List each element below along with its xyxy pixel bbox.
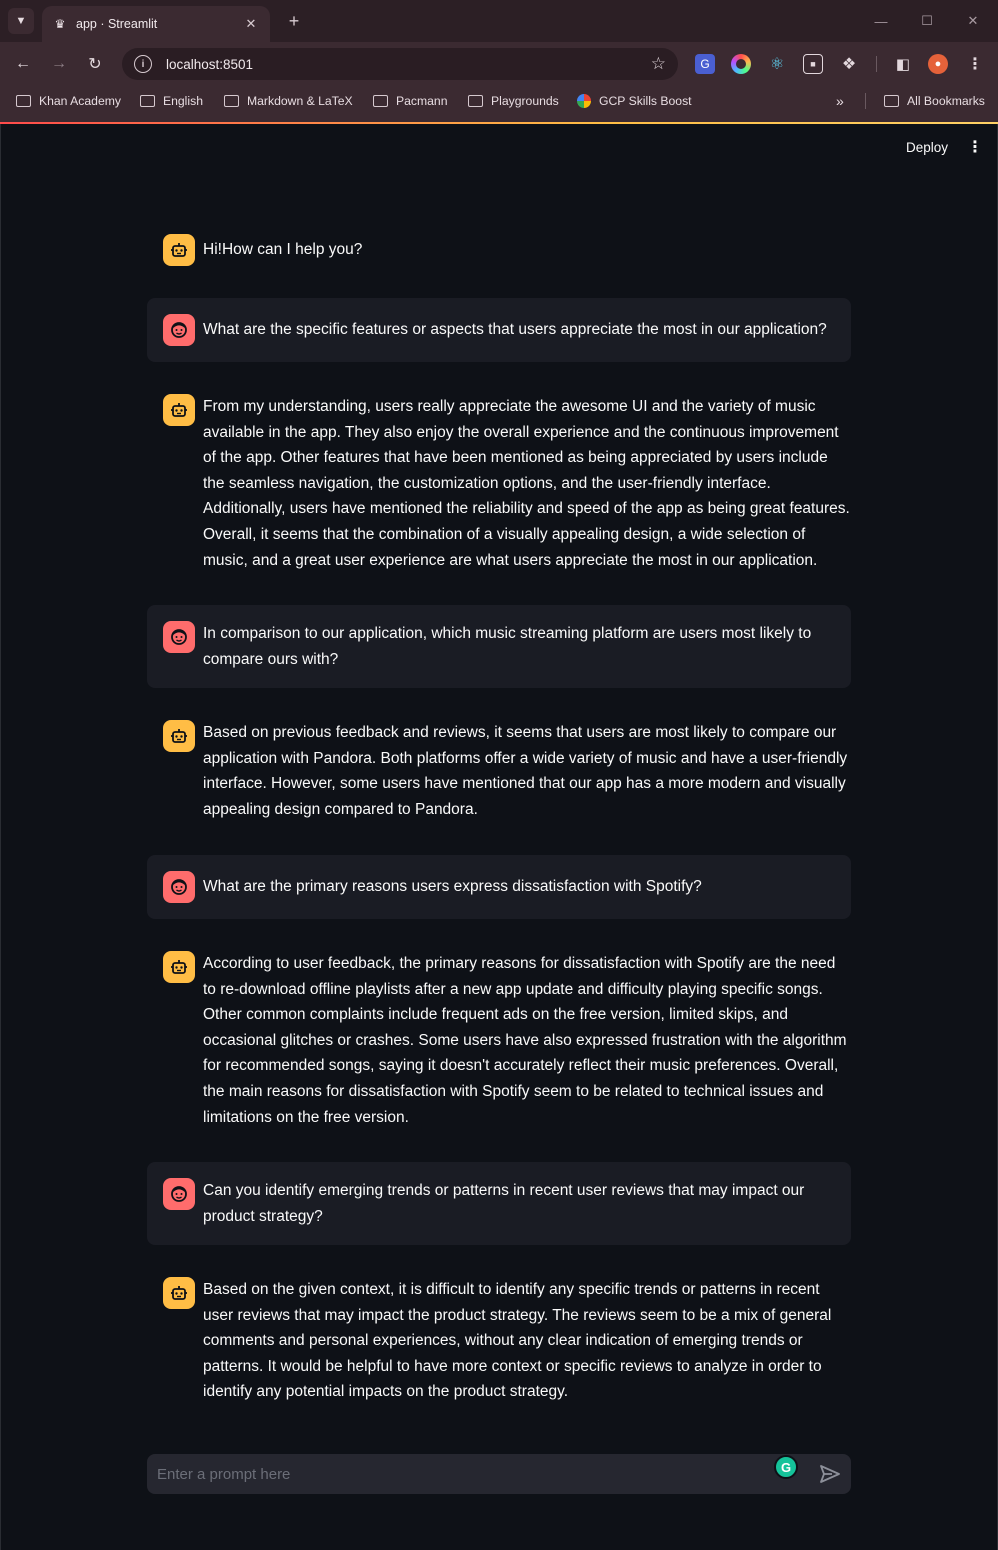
folder-icon bbox=[468, 95, 483, 107]
window-close-button[interactable]: ✕ bbox=[967, 13, 979, 28]
back-button[interactable]: ← bbox=[15, 55, 31, 72]
chat-message-assistant bbox=[147, 226, 851, 274]
user-avatar-icon bbox=[163, 1178, 195, 1210]
message-text: From my understanding, users really appreciate the awesome UI and the variety of music available in the app. They also enjoy the overall experience and the continuous improvement of the app. Other features that have been mentioned as being appreciated by users include the seamless navigation, the customization options, and the user-friendly interface. Additionally, users have mentioned the reliability and speed of the app as being great features. Overall, it seems that the combination of a visually appealing design, a wide selection of music, and a great user experience are what users appreciate the most in our application. bbox=[203, 398, 850, 569]
chat-message-user bbox=[147, 1162, 851, 1245]
user-avatar-icon bbox=[163, 621, 195, 653]
tab-active[interactable] bbox=[42, 6, 270, 42]
message-text: Based on previous feedback and reviews, it seems that users are most likely to compare our application with Pandora. Both platforms offer a wide variety of music and have a user-friendly interface. However, some users have mentioned that our app has a more modern and visually appealing design compared to Pandora. bbox=[203, 724, 848, 818]
message-text: Can you identify emerging trends or patterns in recent user reviews that may impact our product strategy? bbox=[203, 1182, 805, 1225]
site-info-icon[interactable]: i bbox=[134, 55, 152, 73]
address-bar[interactable] bbox=[122, 48, 678, 80]
close-icon[interactable]: ✕ bbox=[245, 16, 257, 31]
bookmark-pacmann[interactable]: Pacmann bbox=[373, 92, 448, 110]
user-avatar-icon bbox=[163, 871, 195, 903]
chevron-down-icon: ▼ bbox=[15, 15, 27, 27]
bookmark-markdown-latex[interactable]: Markdown & LaTeX bbox=[224, 92, 353, 110]
minimize-button[interactable]: — bbox=[874, 13, 888, 29]
bookmark-gcp-skills-boost[interactable]: GCP Skills Boost bbox=[577, 92, 692, 110]
send-arrow-icon bbox=[820, 1465, 840, 1483]
message-text: What are the specific features or aspects that users appreciate the most in our application? bbox=[203, 321, 827, 338]
send-button[interactable] bbox=[818, 1462, 842, 1486]
bookmarks-divider bbox=[865, 93, 866, 109]
color-picker-extension-icon[interactable] bbox=[731, 54, 751, 74]
chat-prompt-input[interactable] bbox=[157, 1466, 841, 1483]
chat-message-assistant bbox=[147, 386, 851, 582]
maximize-button[interactable]: ☐ bbox=[921, 13, 933, 28]
bot-avatar-icon bbox=[163, 720, 195, 752]
translate-extension-icon[interactable]: G bbox=[695, 54, 715, 74]
message-text: Based on the given context, it is difficult to identify any specific trends or patterns in recent user reviews that may impact the product strategy. The reviews seem to be a mix of general comments and personal experiences, without any clear indication of emerging trends or patterns. It would be helpful to have more context or specific reviews to analyze in order to identify any potential impacts on the product strategy. bbox=[203, 1281, 832, 1401]
chat-message-user bbox=[147, 855, 851, 919]
bookmark-english[interactable]: English bbox=[140, 92, 203, 110]
chat-message-user bbox=[147, 298, 851, 362]
deploy-button[interactable]: Deploy bbox=[906, 139, 949, 155]
message-text: In comparison to our application, which music streaming platform are users most likely to compare ours with? bbox=[203, 625, 812, 668]
side-panel-icon[interactable]: ◧ bbox=[895, 56, 911, 73]
bookmarks-overflow-chevron-icon[interactable]: » bbox=[836, 93, 844, 109]
bookmark-star-icon[interactable]: ☆ bbox=[650, 54, 666, 73]
profile-avatar[interactable]: ● bbox=[928, 54, 948, 74]
message-text: What are the primary reasons users express dissatisfaction with Spotify? bbox=[203, 878, 702, 895]
folder-icon bbox=[884, 95, 899, 107]
browser-menu-icon[interactable]: ⋮ bbox=[967, 56, 983, 73]
main-menu-icon[interactable]: ⋮ bbox=[967, 139, 983, 156]
bot-avatar-icon bbox=[163, 234, 195, 266]
google-cloud-icon bbox=[577, 94, 591, 108]
window-extension-icon[interactable]: ■ bbox=[803, 54, 823, 74]
extensions-puzzle-icon[interactable]: ❖ bbox=[841, 56, 857, 73]
chat-message-assistant bbox=[147, 943, 851, 1139]
grammarly-icon[interactable]: G bbox=[774, 1455, 798, 1479]
folder-icon bbox=[140, 95, 155, 107]
folder-icon bbox=[224, 95, 239, 107]
new-tab-button[interactable]: + bbox=[288, 10, 300, 31]
tab-search-button[interactable] bbox=[8, 8, 34, 34]
chat-message-user bbox=[147, 605, 851, 688]
bookmark-khan-academy[interactable]: Khan Academy bbox=[16, 92, 121, 110]
folder-icon bbox=[373, 95, 388, 107]
reload-button[interactable]: ↻ bbox=[88, 56, 102, 73]
user-avatar-icon bbox=[163, 314, 195, 346]
all-bookmarks-button[interactable]: All Bookmarks bbox=[884, 92, 985, 110]
message-text: According to user feedback, the primary reasons for dissatisfaction with Spotify are the need to re-download offline playlists after a new app update and difficulty playing specific songs. Other common complaints include frequent ads on the free version, limited skips, and occasional glitches or crashes. Some users have also expressed frustration with the algorithm for recommended songs, saying it doesn't accurately reflect their music preferences. Overall, the main reasons for dissatisfaction with Spotify seem to be related to technical issues and limitations on the free version. bbox=[203, 955, 847, 1126]
forward-button[interactable]: → bbox=[51, 55, 67, 72]
bot-avatar-icon bbox=[163, 951, 195, 983]
url-text: localhost:8501 bbox=[166, 56, 254, 72]
tab-title: app · Streamlit bbox=[76, 17, 158, 31]
chat-message-assistant bbox=[147, 1269, 851, 1415]
chat-input-container bbox=[147, 1454, 851, 1494]
toolbar-divider bbox=[876, 56, 877, 72]
react-devtools-icon[interactable]: ⚛ bbox=[769, 56, 785, 73]
folder-icon bbox=[16, 95, 31, 107]
streamlit-favicon-icon: ♛ bbox=[54, 17, 66, 31]
bookmark-playgrounds[interactable]: Playgrounds bbox=[468, 92, 559, 110]
bot-avatar-icon bbox=[163, 394, 195, 426]
bot-avatar-icon bbox=[163, 1277, 195, 1309]
message-text: Hi!How can I help you? bbox=[203, 241, 363, 258]
chat-message-assistant bbox=[147, 712, 851, 832]
